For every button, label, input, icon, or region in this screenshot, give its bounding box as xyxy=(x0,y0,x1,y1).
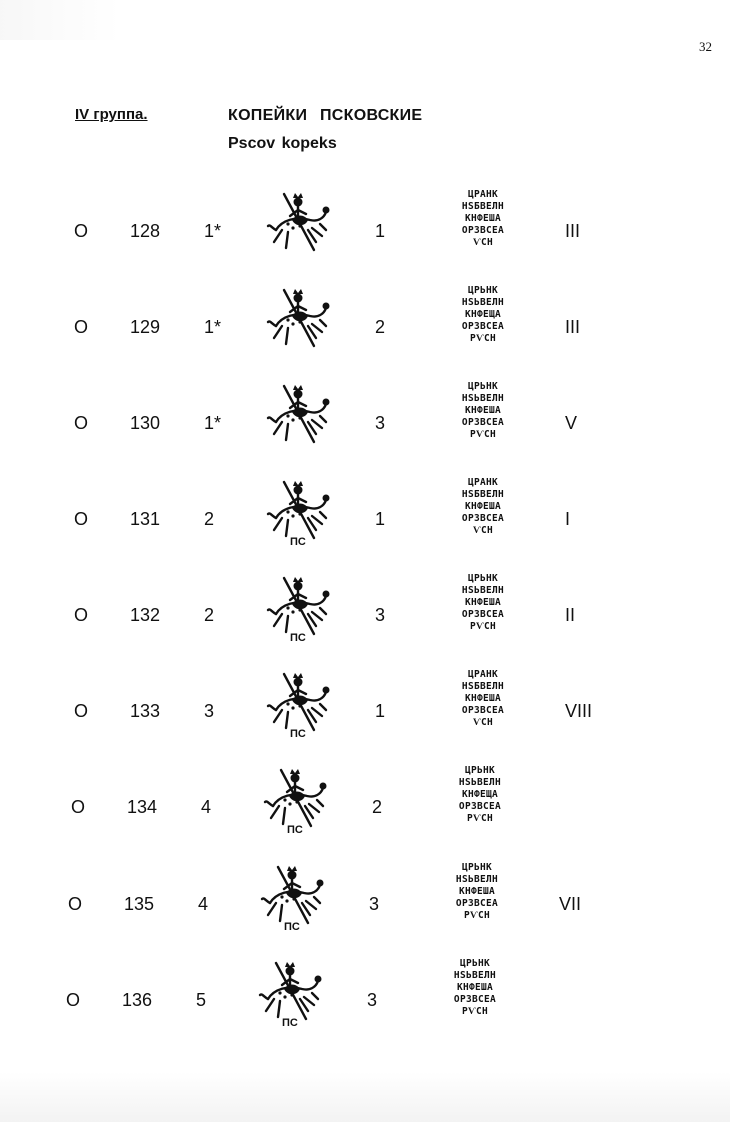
inscription-line: НЅЬВЕЛН xyxy=(461,585,505,596)
inscription-line: НЅБВЕЛН xyxy=(461,681,505,692)
inscription-line: ОРЗВСЕА xyxy=(461,705,505,716)
coin-row xyxy=(0,765,727,893)
coin-number: 131 xyxy=(130,509,161,529)
inscription-line: НЅБВЕЛН xyxy=(461,201,505,212)
inscription-line: ЦРЬНК xyxy=(461,862,493,873)
inscription-line: ЦРАНК xyxy=(467,477,499,488)
inscription-line: НЅЬВЕЛН xyxy=(458,777,502,788)
coin-number: 130 xyxy=(130,413,161,433)
coin-type: 1* xyxy=(204,413,222,433)
coin-rarity: I xyxy=(565,509,571,529)
coin-variant: 1 xyxy=(375,701,386,721)
coin-variant: 3 xyxy=(367,990,378,1010)
inscription-line: НЅБВЕЛН xyxy=(461,489,505,500)
coin-reverse-inscription xyxy=(435,958,515,1018)
inscription-line: КНФЕША xyxy=(458,886,496,897)
inscription-line: НЅЬВЕЛН xyxy=(461,297,505,308)
coin-row xyxy=(0,477,730,605)
inscription-line: РѴСН xyxy=(469,429,497,440)
coin-reverse-inscription xyxy=(443,573,523,633)
inscription-line: ОРЗВСЕА xyxy=(458,801,502,812)
coin-number: 132 xyxy=(130,605,161,625)
rider-with-spear-ps-icon xyxy=(256,857,330,933)
coin-row xyxy=(0,189,730,317)
coin-variant: 3 xyxy=(375,413,386,433)
coin-number: 129 xyxy=(130,317,161,337)
coin-row xyxy=(0,958,722,1086)
inscription-line: ОРЗВСЕА xyxy=(461,513,505,524)
coin-reverse-inscription xyxy=(443,381,523,441)
coin-reverse-inscription xyxy=(443,285,523,345)
coin-type: 2 xyxy=(204,605,215,625)
inscription-line: ѴСН xyxy=(472,717,494,728)
inscription-line: ОРЗВСЕА xyxy=(461,225,505,236)
inscription-line: ѴСН xyxy=(472,525,494,536)
coin-row xyxy=(0,381,730,509)
page-title-ru: КОПЕЙКИ ПСКОВСКИЕ xyxy=(228,107,423,124)
inscription-line: КНФЕША xyxy=(464,213,502,224)
coin-type: 1* xyxy=(204,221,222,241)
coin-rarity: III xyxy=(565,317,581,337)
coin-type: 1* xyxy=(204,317,222,337)
rider-with-spear-icon xyxy=(262,376,336,452)
coin-number: 135 xyxy=(124,894,155,914)
coin-number: 128 xyxy=(130,221,161,241)
inscription-line: ОРЗВСЕА xyxy=(461,609,505,620)
coin-reverse-inscription xyxy=(437,862,517,922)
coin-reverse-inscription xyxy=(443,669,523,729)
coin-rarity: III xyxy=(565,221,581,241)
coin-row xyxy=(0,573,730,701)
inscription-line: РѴСН xyxy=(461,1006,489,1017)
coin-variant: 1 xyxy=(375,221,386,241)
rider-with-spear-ps-icon xyxy=(262,472,336,548)
svg-text:ПС: ПС xyxy=(290,728,306,740)
coin-variant: 1 xyxy=(375,509,386,529)
group-label: IV группа. xyxy=(75,106,148,123)
inscription-line: КНФЕША xyxy=(464,597,502,608)
coin-number: 133 xyxy=(130,701,161,721)
coin-rarity: VIII xyxy=(565,701,593,721)
coin-variant: 3 xyxy=(369,894,380,914)
inscription-line: ЦРЬНК xyxy=(459,958,491,969)
coin-variant: 2 xyxy=(375,317,386,337)
coin-metal: O xyxy=(74,509,89,529)
scan-smudge xyxy=(0,0,120,40)
inscription-line: КНФЕША xyxy=(456,982,494,993)
coin-reverse-inscription xyxy=(440,765,520,825)
inscription-line: НЅЬВЕЛН xyxy=(455,874,499,885)
coin-rarity: II xyxy=(565,605,576,625)
coin-type: 2 xyxy=(204,509,215,529)
svg-text:ПС: ПС xyxy=(284,921,300,933)
coin-metal: O xyxy=(74,317,89,337)
page-number: 32 xyxy=(699,39,712,54)
rider-with-spear-ps-icon xyxy=(259,760,333,836)
coin-variant: 3 xyxy=(375,605,386,625)
coin-metal: O xyxy=(71,797,86,817)
inscription-line: КНФЕША xyxy=(464,693,502,704)
inscription-line: КНФЕША xyxy=(464,501,502,512)
inscription-line: ЦРЬНК xyxy=(467,285,499,296)
coin-reverse-inscription xyxy=(443,477,523,537)
coin-row xyxy=(0,669,730,797)
coin-type: 3 xyxy=(204,701,215,721)
coin-metal: O xyxy=(74,701,89,721)
coin-row xyxy=(0,862,724,990)
inscription-line: НЅЬВЕЛН xyxy=(461,393,505,404)
inscription-line: РѴСН xyxy=(469,333,497,344)
inscription-line: КНФЕЩА xyxy=(464,309,502,320)
inscription-line: КНФЕЩА xyxy=(461,789,499,800)
inscription-line: ЦРАНК xyxy=(467,189,499,200)
coin-type: 4 xyxy=(198,894,209,914)
coin-type: 4 xyxy=(201,797,212,817)
inscription-line: ЦРАНК xyxy=(467,669,499,680)
coin-metal: O xyxy=(66,990,81,1010)
inscription-line: ѴСН xyxy=(472,237,494,248)
inscription-line: РѴСН xyxy=(469,621,497,632)
svg-text:ПС: ПС xyxy=(290,536,306,548)
inscription-line: РѴСН xyxy=(466,813,494,824)
svg-text:ПС: ПС xyxy=(287,824,303,836)
coin-row xyxy=(0,285,730,413)
inscription-line: ЦРЬНК xyxy=(467,573,499,584)
rider-with-spear-ps-icon xyxy=(262,664,336,740)
rider-with-spear-ps-icon xyxy=(262,568,336,644)
inscription-line: ОРЗВСЕА xyxy=(461,321,505,332)
inscription-line: ЦРЬНК xyxy=(467,381,499,392)
coin-metal: O xyxy=(74,605,89,625)
rider-with-spear-ps-icon xyxy=(254,953,328,1029)
coin-rarity: V xyxy=(565,413,578,433)
inscription-line: КНФЕША xyxy=(464,405,502,416)
coin-number: 136 xyxy=(122,990,153,1010)
inscription-line: ОРЗВСЕА xyxy=(455,898,499,909)
coin-rarity: VII xyxy=(559,894,582,914)
coin-variant: 2 xyxy=(372,797,383,817)
inscription-line: ЦРЬНК xyxy=(464,765,496,776)
svg-text:ПС: ПС xyxy=(282,1017,298,1029)
coin-reverse-inscription xyxy=(443,189,523,249)
rider-with-spear-icon xyxy=(262,184,336,260)
inscription-line: ОРЗВСЕА xyxy=(461,417,505,428)
inscription-line: НЅЬВЕЛН xyxy=(453,970,497,981)
coin-metal: O xyxy=(68,894,83,914)
svg-text:ПС: ПС xyxy=(290,632,306,644)
coin-metal: O xyxy=(74,221,89,241)
rider-with-spear-icon xyxy=(262,280,336,356)
inscription-line: ОРЗВСЕА xyxy=(453,994,497,1005)
coin-type: 5 xyxy=(196,990,207,1010)
inscription-line: РѴСН xyxy=(463,910,491,921)
coin-number: 134 xyxy=(127,797,158,817)
coin-metal: O xyxy=(74,413,89,433)
page-title-en: Pscov kopeks xyxy=(228,135,337,152)
